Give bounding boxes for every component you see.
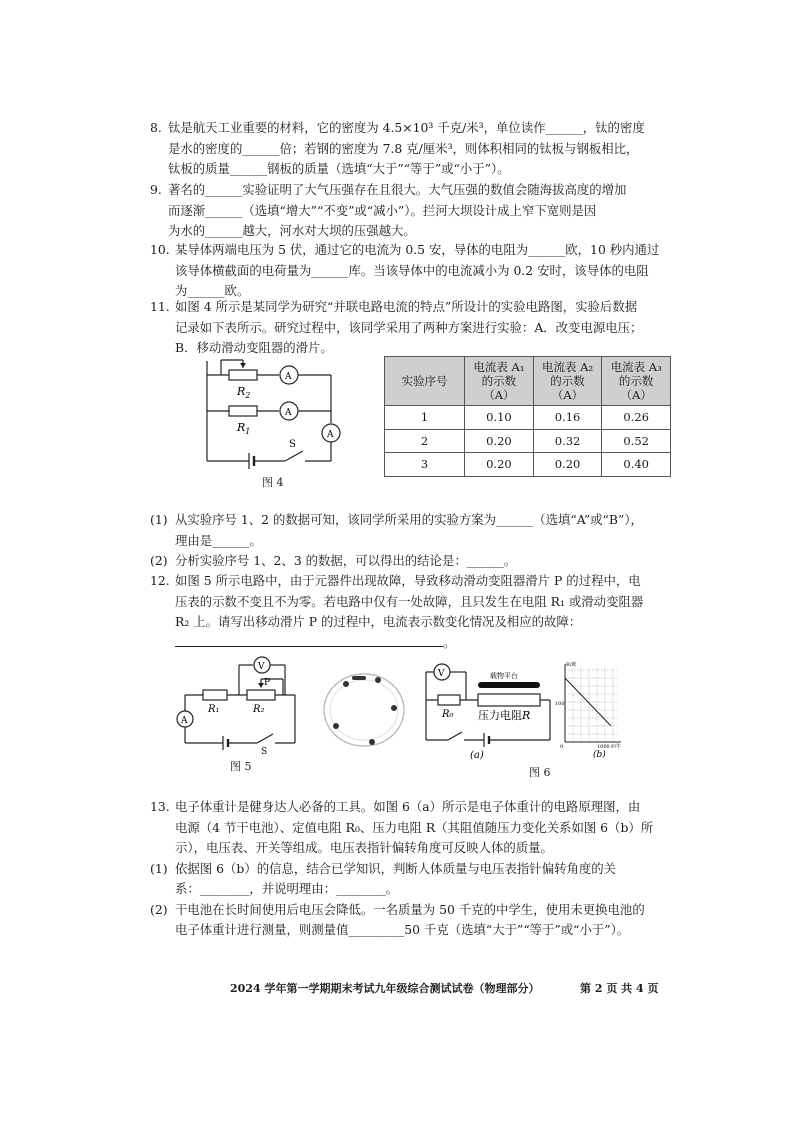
question-11: [150, 297, 642, 359]
table-row: [385, 429, 671, 453]
table-cell: 0.20: [465, 429, 534, 453]
question-10: [150, 240, 659, 302]
header-cell: 电流表 A₂ 的示数 （A）: [533, 357, 602, 406]
slider-label: P: [264, 678, 271, 688]
switch: [448, 732, 462, 740]
page-number: 第 2 页 共 4 页: [580, 982, 659, 995]
experiment-table: [384, 356, 671, 477]
figure-6a-circuit: [418, 660, 558, 760]
a3-label: A: [327, 430, 334, 440]
question-text-line: 压表的示数不变且不为零。若电路中仅有一处故障，且只发生在电阻 R₁ 或滑动变阻器: [175, 593, 644, 609]
r0-label: R₀: [442, 709, 454, 720]
switch-s: [257, 734, 273, 743]
question-number: 13.: [150, 799, 170, 814]
question-text-line: 钛板的质量______钢板的质量（选填“大于”“等于”或“小于”）。: [168, 161, 510, 176]
resistor-r1: [203, 690, 227, 700]
question-text-line: 示），电压表、开关等组成。电压表指针偏转角度可反映人体的质量。: [175, 840, 553, 855]
question-text-line: 干电池在长时间使用后电压会降低。一名质量为 50 千克的中学生，使用未更换电池的: [175, 901, 645, 917]
header-cell: 电流表 A₃ 的示数 （A）: [602, 357, 671, 406]
question-text-line: 著名的______实验证明了大气压强存在且很大。大气压强的数值会随海拔高度的增加: [168, 182, 627, 197]
question-text-line: 该导体横截面的电荷量为______库。当该导体中的电流减小为 0.2 安时，该导体的电阻: [175, 262, 649, 278]
table-cell: 0.10: [465, 406, 534, 430]
table-cell: 0.40: [602, 453, 671, 477]
switch-s: [285, 451, 303, 461]
resistor-r2: [247, 690, 275, 700]
table-cell: 0.16: [533, 406, 602, 430]
question-text-line: B．移动滑动变阻器的滑片。: [175, 340, 333, 355]
x-axis-label: F/牛: [611, 744, 622, 750]
table-cell: 2: [385, 429, 465, 453]
platform-plate: [478, 682, 540, 688]
figure-6-caption: 图 6: [529, 766, 551, 779]
figure-4-caption: 图 4: [262, 476, 284, 489]
question-text-line: R₂ 上。请写出移动滑片 P 的过程中，电流表示数变化情况及相应的故障：: [175, 614, 582, 629]
question-text-line: 电子体重计进行测量，则测量值_________50 千克（选填“大于”“等于”或“小于”）。: [175, 922, 630, 937]
question-number: 8.: [150, 120, 162, 135]
subquestion-number: (1): [150, 512, 168, 527]
voltmeter-label: V: [438, 669, 445, 679]
question-text-line: 电子体重计是健身达人必备的工具。如图 6（a）所示是电子体重计的电路原理图，由: [175, 799, 641, 814]
question-text-line: 从实验序号 1、2 的数据可知，该同学所采用的实验方案为______（选填“A”或“B”），: [175, 512, 643, 527]
question-text-line: 为水的______越大，河水对大坝的压强越大。: [168, 223, 416, 238]
platform-label: 载物平台: [490, 672, 518, 680]
y-axis-label: R/欧: [566, 662, 577, 668]
question-text-line: 分析实验序号 1、2、3 的数据，可以得出的结论是：______。: [175, 553, 517, 568]
question-text-line: 如图 5 所示电路中，由于元器件出现故障，导致移动滑动变阻器滑片 P 的过程中，电: [175, 573, 641, 588]
question-number: 10.: [150, 242, 170, 257]
resistor-r1: [229, 406, 257, 416]
pressure-resistor: [478, 694, 540, 706]
r2-label: R₂: [253, 704, 265, 715]
table-row: [385, 406, 671, 430]
question-text-line: 如图 4 所示是某同学为研究“并联电路电流的特点”所设计的实验电路图，实验后数据: [175, 299, 638, 314]
resistor-r2: [229, 370, 257, 380]
footer-title: 2024 学年第一学期期末考试九年级综合测试试卷（物理部分）: [230, 982, 540, 995]
subquestion-number: (2): [150, 901, 168, 917]
question-number: 9.: [150, 182, 162, 197]
question-text-line: 为______欧。: [175, 283, 250, 298]
origin-label: 0: [560, 744, 564, 750]
answer-blank-line: [175, 633, 443, 647]
r2-label: $R_2$: [237, 385, 251, 400]
a1-label: A: [285, 408, 292, 418]
question-11-parts: [150, 510, 643, 572]
header-cell: 实验序号: [385, 357, 465, 406]
table-cell: 0.20: [533, 453, 602, 477]
question-13: [150, 797, 653, 941]
slider-arrow-icon: [240, 363, 246, 368]
figure-5-caption: 图 5: [230, 760, 252, 773]
question-text-line: 理由是______。: [175, 532, 262, 548]
question-9: [150, 180, 626, 242]
figure-6b-sublabel: (b): [593, 750, 606, 758]
figure-5-circuit: [175, 655, 310, 755]
question-8: [150, 118, 645, 180]
y-tick-label: 100: [555, 701, 565, 707]
figure-4-circuit: [195, 355, 355, 485]
question-number: 12.: [150, 573, 170, 588]
question-text-line: 记录如下表所示。研究过程中，该同学采用了两种方案进行实验：A．改变电源电压；: [175, 319, 643, 335]
table-cell: 0.26: [602, 406, 671, 430]
figure-6a-sublabel: (a): [470, 750, 484, 760]
pressure-resistor-label: 压力电阻R: [478, 709, 531, 722]
question-text-line: 某导体两端电压为 5 伏，通过它的电流为 0.5 安，导体的电阻为______欧，10 秒内通过: [175, 242, 660, 257]
question-12: [150, 571, 643, 653]
table-cell: 0.52: [602, 429, 671, 453]
table-cell: 1: [385, 406, 465, 430]
table-row: [385, 453, 671, 477]
question-text-line: 。: [175, 633, 643, 654]
question-text-line: 是水的密度的______倍；若钢的密度为 7.8 克/厘米³，则体积相同的钛板与钢板相比，: [168, 140, 639, 156]
voltmeter-label: V: [258, 662, 265, 672]
r1-label: $R_1$: [237, 421, 251, 436]
question-text-line: 钛是航天工业重要的材料，它的密度为 4.5×10³ 千克/米³，单位读作______，钛的密度: [168, 120, 645, 135]
question-text-line: 电源（4 节干电池）、定值电阻 R₀、压力电阻 R（其阻值随压力变化关系如图 6（b）所: [175, 819, 654, 835]
a2-label: A: [285, 372, 292, 382]
question-text-line: 而逐渐______（选填“增大”“不变”或“减小”）。拦河大坝设计成上窄下宽则是因: [168, 202, 597, 218]
resistor-r0: [438, 695, 460, 705]
header-cell: 电流表 A₁ 的示数 （A）: [465, 357, 534, 406]
subquestion-number: (2): [150, 553, 168, 568]
question-text-line: 系：________，并说明理由：________。: [175, 881, 399, 896]
r1-label: R₁: [208, 704, 220, 715]
figure-6b-graph: [555, 660, 625, 758]
switch-label: S: [261, 747, 268, 755]
ammeter-label: A: [181, 716, 188, 726]
question-text-line: 依据图 6（b）的信息，结合已学知识，判断人体质量与电压表指针偏转角度的关: [175, 860, 617, 876]
bathroom-scale-photo: [318, 668, 410, 752]
table-cell: 3: [385, 453, 465, 477]
question-number: 11.: [150, 299, 170, 314]
table-cell: 0.32: [533, 429, 602, 453]
subquestion-number: (1): [150, 860, 168, 876]
table-header-row: [385, 357, 671, 406]
switch-label: S: [289, 439, 296, 450]
table-cell: 0.20: [465, 453, 534, 477]
x-tick-label: 1000: [597, 744, 610, 750]
